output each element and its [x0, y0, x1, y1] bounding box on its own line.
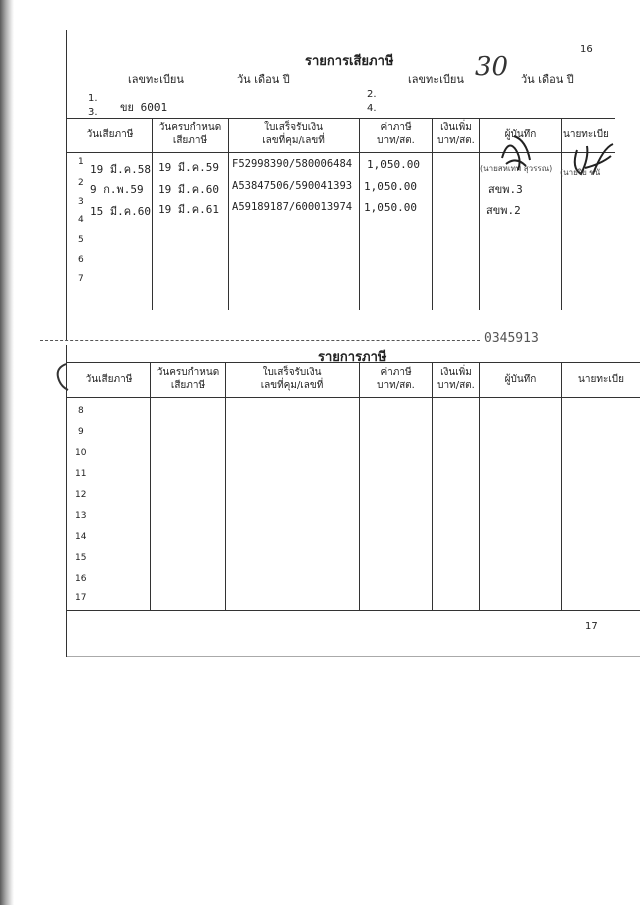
sheet-bottom-edge: [67, 656, 640, 657]
row2-due-date: 19 มี.ค.60: [158, 183, 219, 196]
label-reg-no-left: เลขทะเบียน: [128, 73, 184, 86]
header-paid-date: วันเสียภาษี: [85, 374, 133, 385]
row1-tax: 1,050.00: [367, 158, 420, 171]
row1-due-date: 19 มี.ค.59: [158, 161, 219, 174]
table-header-line: [67, 397, 640, 398]
row-number: 2: [78, 178, 84, 188]
header-tax: ค่าภาษี บาท/สต.: [377, 367, 415, 391]
col-divider: [561, 118, 562, 310]
col-divider: [359, 362, 360, 610]
header-tax: ค่าภาษี บาท/สต.: [377, 122, 415, 146]
page-title: รายการเสียภาษี: [305, 54, 394, 69]
binding-ring: [54, 362, 70, 392]
header-registrar: นายทะเบีย: [578, 374, 624, 385]
row3-receipt: A59189187/600013974: [232, 201, 353, 213]
col-divider: [479, 362, 480, 610]
recorder-signature: [496, 130, 536, 178]
plate-number: ขย 6001: [120, 101, 168, 114]
serial-number: 0345913: [484, 331, 539, 346]
row-number: 3: [78, 197, 84, 207]
col-divider: [225, 362, 226, 610]
col-divider: [152, 118, 153, 310]
row-number: 15: [75, 553, 87, 563]
header-recorder: ผู้บันทึก: [504, 129, 537, 140]
row-number: 11: [75, 469, 87, 479]
row-number: 1: [78, 157, 84, 167]
row-number: 5: [78, 235, 84, 245]
header-receipt: ใบเสร็จรับเงิน เลขที่คุม/เลขที่: [262, 122, 325, 146]
row1-paid-date: 19 มี.ค.58: [90, 163, 151, 176]
row-number: 12: [75, 490, 87, 500]
header-due-date: วันครบกำหนด เสียภาษี: [158, 122, 222, 146]
header-recorder: ผู้บันทึก: [504, 374, 537, 385]
binding-perforation: [40, 340, 480, 341]
scan-shadow: [0, 0, 14, 905]
col-divider: [561, 362, 562, 610]
col-divider: [432, 362, 433, 610]
row-number: 9: [78, 427, 84, 437]
page-number: 16: [580, 44, 593, 55]
list-number-2: 2.: [367, 89, 377, 100]
row1-recorder: (นายสหเทพ สุวรรณ): [480, 164, 553, 173]
label-reg-no-right: เลขทะเบียน: [408, 73, 464, 86]
registrar-note: (นายริย ขนั: [560, 168, 601, 177]
row-number: 16: [75, 574, 87, 584]
row-number: 6: [78, 255, 84, 265]
row2-tax: 1,050.00: [364, 180, 417, 193]
row3-recorder: สขพ.2: [486, 204, 521, 217]
row-number: 4: [78, 215, 84, 225]
header-registrar: นายทะเบีย: [563, 129, 609, 140]
col-divider: [228, 118, 229, 310]
handwritten-number: 30: [475, 52, 509, 82]
row3-tax: 1,050.00: [364, 201, 417, 214]
list-number-4: 4.: [367, 103, 377, 114]
col-divider: [432, 118, 433, 310]
row3-paid-date: 15 มี.ค.60: [90, 205, 151, 218]
row-number: 8: [78, 406, 84, 416]
label-date-right: วัน เดือน ปี: [521, 73, 574, 86]
row-number: 10: [75, 448, 87, 458]
page-title-bottom: รายการภาษี: [318, 350, 387, 365]
col-divider: [359, 118, 360, 310]
row1-receipt: F52998390/580006484: [232, 158, 353, 170]
row-number: 13: [75, 511, 87, 521]
col-divider: [150, 362, 151, 610]
col-divider: [479, 118, 480, 310]
row-number: 7: [78, 274, 84, 284]
row2-paid-date: 9 ก.พ.59: [90, 183, 144, 196]
table-top-line: [67, 118, 615, 119]
list-number-3: 3.: [88, 107, 98, 118]
header-surcharge: เงินเพิ่ม บาท/สต.: [437, 122, 475, 146]
header-paid-date: วันเสียภาษี: [86, 129, 134, 140]
row2-recorder: สขพ.3: [488, 183, 523, 196]
row3-due-date: 19 มี.ค.61: [158, 203, 219, 216]
header-surcharge: เงินเพิ่ม บาท/สต.: [437, 367, 475, 391]
row2-receipt: A53847506/590041393: [232, 180, 353, 192]
row-number: 14: [75, 532, 87, 542]
row-number: 17: [75, 593, 87, 603]
list-number-1: 1.: [88, 93, 98, 104]
label-date-left: วัน เดือน ปี: [237, 73, 290, 86]
page-number-bottom: 17: [585, 621, 598, 632]
table-top-line: [67, 362, 640, 363]
table-bottom-line: [67, 610, 640, 611]
header-due-date: วันครบกำหนด เสียภาษี: [156, 367, 220, 391]
header-receipt: ใบเสร็จรับเงิน เลขที่คุม/เลขที่: [260, 367, 324, 391]
